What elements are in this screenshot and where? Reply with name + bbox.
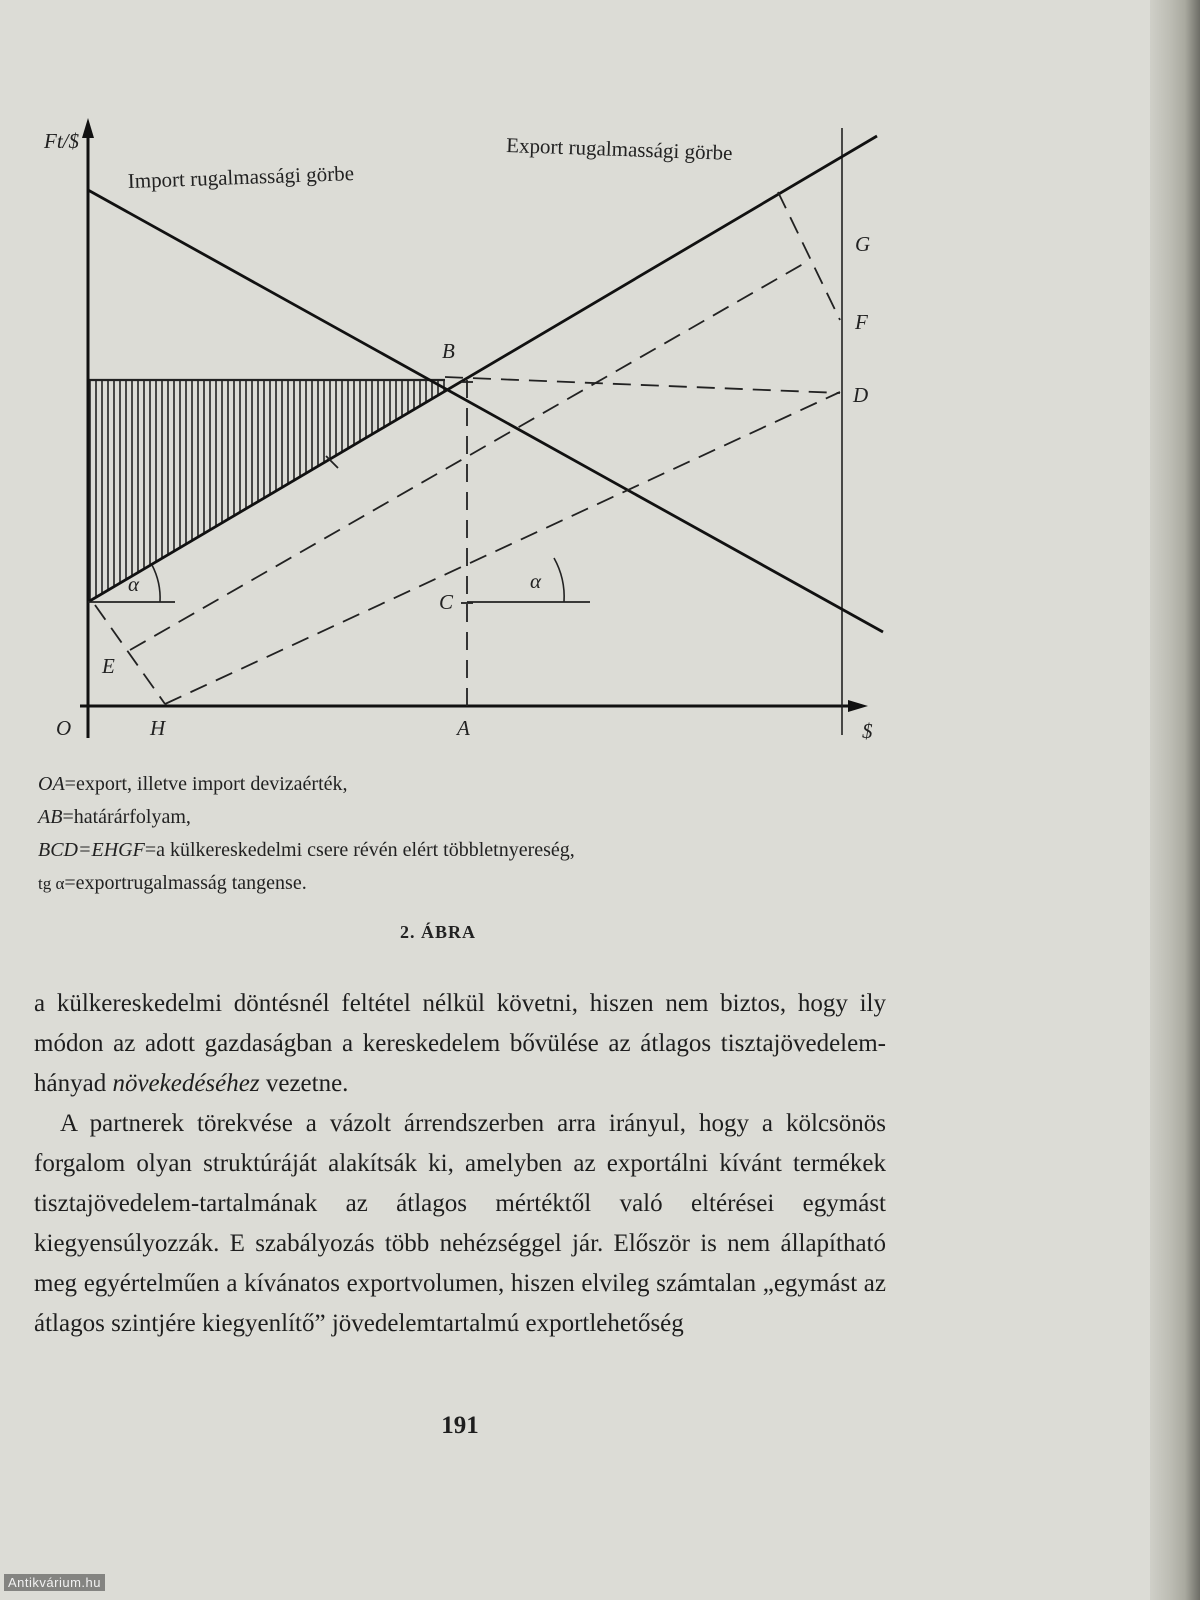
hatched-area	[88, 380, 445, 601]
legend-text: =export, illetve import devizaérték,	[64, 773, 348, 795]
dashed-H-to-F	[165, 392, 840, 704]
watermark: Antikvárium.hu	[4, 1574, 105, 1591]
legend-text: =határárfolyam,	[62, 806, 191, 828]
y-axis-arrow	[82, 118, 94, 138]
figure-caption: 2. ÁBRA	[400, 922, 477, 942]
angle-left-label: α	[128, 572, 140, 596]
point-B-label: B	[442, 339, 455, 363]
paragraph-text: a külkereskedelmi döntésnél feltétel nélkül követni, hiszen nem biztos, hogy ily módon az adott gazdaságban a kereskedelem bővülése az átlagos tisztajövedelem-hányad	[34, 990, 886, 1097]
x-axis-label: $	[862, 719, 873, 743]
legend-item	[38, 867, 838, 900]
figure-legend	[38, 768, 838, 900]
paragraph	[34, 984, 886, 1104]
legend-key: BCD=EHGF	[38, 839, 145, 861]
paragraph: A partnerek törekvése a vázolt árrendszerben arra irányul, hogy a kölcsönös forgalom olyan struktúráját alakítsák ki, amelyben az exportálni kívánt termékek tisztajövedelem-tartalmának az átlagos mértéktől való eltérései egymást kiegyensúlyozzák. E szabályozás több nehézséggel jár. Először is nem állapítható meg egyértelműen a kívánatos exportvolumen, hiszen elvileg számtalan „egymást az átlagos szintjére kiegyenlítő” jövedelemtartalmú exportlehetőség	[34, 1110, 886, 1337]
legend-key: AB	[38, 806, 63, 828]
point-H-label: H	[150, 716, 166, 740]
import-curve	[88, 190, 883, 632]
angle-right-label: α	[530, 569, 542, 593]
elasticity-diagram	[40, 110, 920, 760]
point-C-label: C	[439, 590, 454, 614]
legend-key: tg α	[38, 874, 65, 893]
dashed-B-to-D	[445, 377, 840, 393]
point-D-label: D	[853, 383, 869, 407]
legend-text: =a külkereskedelmi csere révén elért többletnyereség,	[144, 839, 575, 861]
angle-left-arc	[152, 565, 160, 602]
point-G-label: G	[855, 232, 871, 256]
export-curve	[88, 136, 877, 602]
legend-text: =exportrugalmasság tangense.	[64, 872, 307, 894]
dashed-G-to-F	[778, 192, 840, 320]
emphasis-text: növekedéséhez	[112, 1070, 260, 1097]
import-curve-label: Import rugalmassági görbe	[127, 161, 355, 193]
legend-item	[38, 768, 838, 801]
page-number: 191	[441, 1412, 479, 1439]
legend-key: OA	[38, 773, 65, 795]
legend-item	[38, 834, 838, 867]
x-axis-arrow	[848, 700, 868, 712]
point-A-label: A	[457, 716, 470, 740]
legend-item	[38, 801, 838, 834]
body-text	[34, 984, 886, 1344]
export-curve-label: Export rugalmassági görbe	[505, 133, 733, 165]
point-O-label: O	[56, 716, 72, 740]
y-axis-label: Ft/$	[44, 129, 79, 153]
point-F-label: F	[855, 310, 868, 334]
page-edge-shadow	[1150, 0, 1200, 1600]
dashed-E-to-G	[130, 260, 810, 650]
angle-right-arc	[554, 558, 564, 602]
point-E-label: E	[102, 654, 115, 678]
paragraph-text: vezetne.	[259, 1070, 349, 1097]
